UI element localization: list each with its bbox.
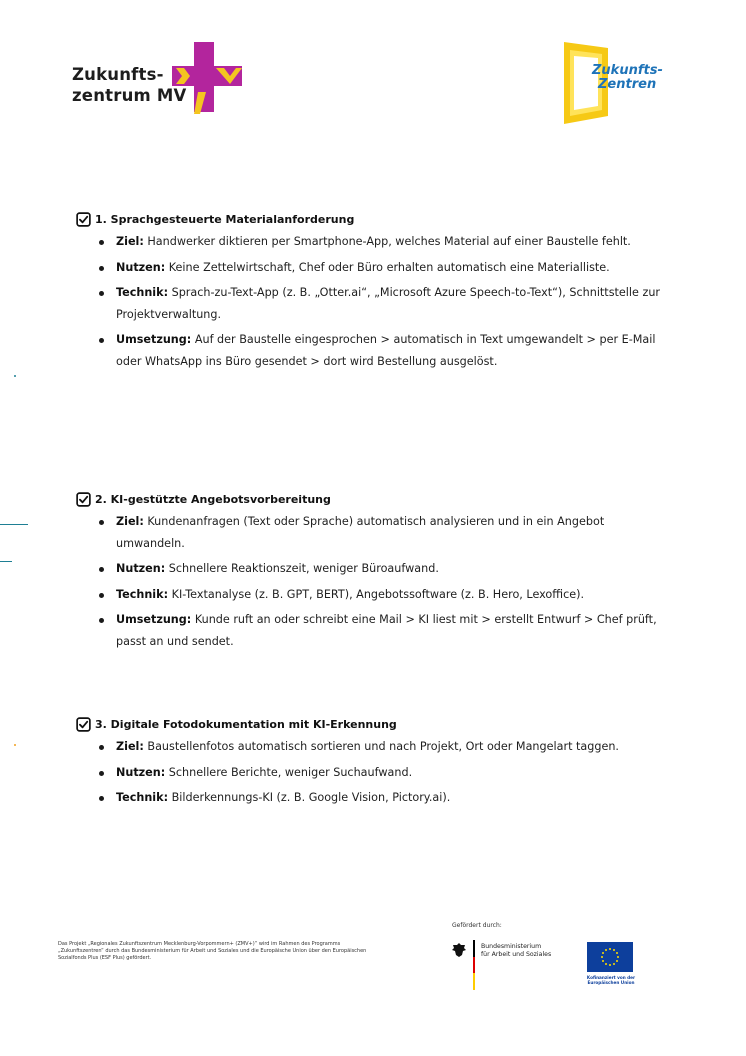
margin-line [0,524,28,525]
zz-logo-line2: Zentren [598,77,657,92]
item-text: Kundenanfragen (Text oder Sprache) automatisch analysieren und in ein Angebot umwandeln. [116,515,605,550]
item-label: Ziel: [116,515,144,528]
zmv-logo-line1: Zukunfts- [72,65,164,84]
funded-by-label: Gefördert durch: [452,922,502,929]
zukunfts-zentren-logo [562,38,682,126]
federal-eagle-icon [451,942,467,958]
item-label: Nutzen: [116,765,166,779]
list-item [76,762,676,784]
bullet-icon [99,618,104,623]
section-ki-angebotsvorbereitung [76,491,676,656]
list-item [76,231,676,253]
item-text: Sprach-zu-Text-App (z. B. „Otter.ai“, „Microsoft Azure Speech-to-Text“), Schnittstelle zur Projektverwaltung. [116,286,661,321]
item-label: Umsetzung: [116,613,192,626]
bullet-icon [99,520,104,525]
funding-notice: Das Projekt „Regionales Zukunftszentrum Mecklenburg-Vorpommern+ (ZMV+)“ wird im Rahmen des Programms „Zukunftszentren“ durch das Bundesministerium für Arbeit und Soziales und die Europäische Union über den Europäischen Sozialfonds Plus (ESF Plus) gefördert. [58,941,367,961]
item-text: Bilderkennungs-KI (z. B. Google Vision, Pictory.ai). [168,791,451,804]
section-heading [76,211,676,227]
item-text: Keine Zettelwirtschaft, Chef oder Büro erhalten automatisch eine Materialliste. [165,260,610,274]
item-label: Nutzen: [116,260,166,274]
item-label: Ziel: [116,740,144,753]
bullet-icon [99,567,104,572]
eu-caption-line2: Europäischen Union [587,980,635,985]
bullet-icon [99,266,104,271]
checkbox-checked-icon [76,492,91,507]
list-item [76,736,676,758]
bullet-icon [99,593,104,598]
item-text: Schnellere Reaktionszeit, weniger Büroaufwand. [165,562,439,575]
german-flag-bar [473,940,475,990]
eu-caption [585,975,637,985]
bullet-icon [99,771,104,776]
margin-dot [14,744,16,746]
zmv-cross-mark [172,42,244,120]
item-label: Technik: [116,587,169,601]
zmv-logo-text [72,64,186,106]
margin-dot [14,375,16,377]
section-heading [76,716,676,732]
section-heading [76,491,676,507]
section-digitale-fotodokumentation [76,716,676,813]
checkbox-checked-icon [76,212,91,227]
section-title: 1. Sprachgesteuerte Materialanforderung [95,212,355,226]
bullet-icon [99,291,104,296]
ministry-line1: Bundesministerium [481,943,542,950]
item-text: Baustellenfotos automatisch sortieren und nach Projekt, Ort oder Mangelart taggen. [143,740,619,753]
list-item [76,329,676,372]
item-text: Schnellere Berichte, weniger Suchaufwand. [165,765,413,779]
list-item [76,257,676,279]
section-title: 2. KI-gestützte Angebotsvorbereitung [95,492,331,506]
zukunftszentrum-mv-logo [72,42,252,120]
zz-logo-text [592,64,663,92]
list-item [76,511,676,554]
section-sprachgesteuerte-materialanforderung [76,211,676,376]
bmas-logo [451,940,571,990]
item-label: Nutzen: [116,562,166,575]
item-label: Umsetzung: [116,333,192,346]
zmv-logo-line2: zentrum MV [72,86,187,105]
ministry-line2: für Arbeit und Soziales [481,951,552,958]
list-item [76,584,676,606]
item-text: KI-Textanalyse (z. B. GPT, BERT), Angebotssoftware (z. B. Hero, Lexoffice). [168,587,585,601]
list-item [76,558,676,580]
eu-caption-line1: Kofinanziert von der [586,975,636,980]
item-text: Auf der Baustelle eingesprochen > automatisch in Text umgewandelt > per E-Mail oder WhatsApp ins Büro gesendet > dort wird Bestellung ausgelöst. [116,333,656,368]
item-text: Handwerker diktieren per Smartphone-App, welches Material auf einer Baustelle fehlt. [143,235,631,248]
bullet-icon [99,338,104,343]
item-text: Kunde ruft an oder schreibt eine Mail > KI liest mit > erstellt Entwurf > Chef prüft, passt an und sendet. [116,613,657,648]
section-title: 3. Digitale Fotodokumentation mit KI-Erkennung [95,717,397,731]
margin-line [0,561,12,562]
eu-stars-icon [587,942,633,972]
list-item [76,609,676,652]
list-item [76,282,676,325]
ministry-name [481,943,551,959]
bullet-icon [99,240,104,245]
zz-logo-line1: Zukunfts- [592,63,663,78]
bullet-icon [99,745,104,750]
item-label: Technik: [116,791,169,804]
item-label: Technik: [116,286,169,299]
list-item [76,787,676,809]
eu-flag-icon [587,942,633,972]
bullet-icon [99,796,104,801]
eu-cofunding-logo [585,942,637,985]
item-label: Ziel: [116,235,144,248]
checkbox-checked-icon [76,717,91,732]
